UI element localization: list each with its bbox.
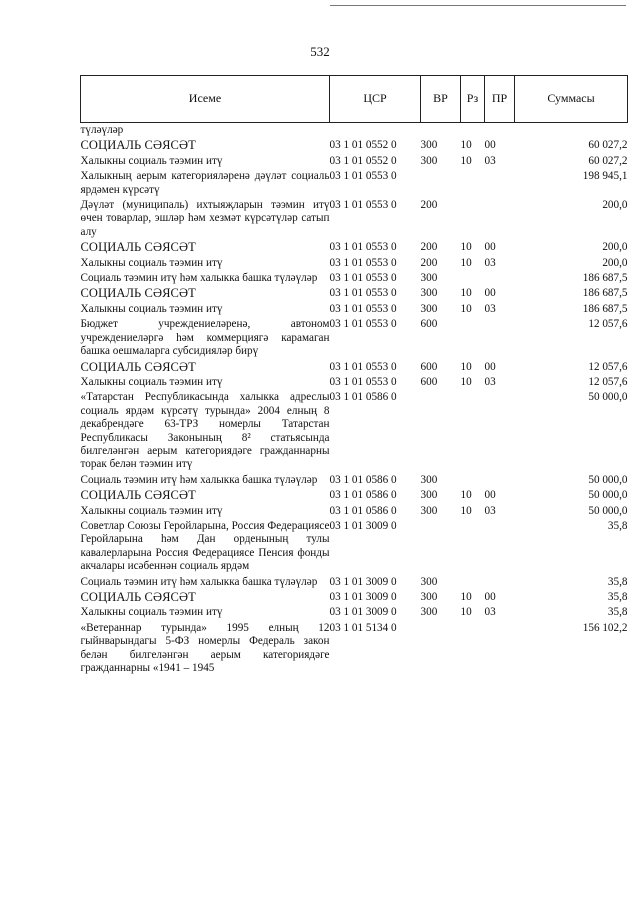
table-body bbox=[81, 123, 628, 677]
cell-vr: 600 bbox=[420, 318, 438, 331]
cell-name: Халыкны социаль тәэмин итү bbox=[80, 154, 223, 167]
cell-pr: 03 bbox=[484, 154, 496, 167]
cell-csr: 03 1 01 0553 0 bbox=[329, 241, 397, 254]
cell-name: СОЦИАЛЬ СӘЯСӘТ bbox=[80, 359, 196, 374]
cell-sum: 50 000,0 bbox=[588, 504, 628, 517]
cell-csr: 03 1 01 0552 0 bbox=[329, 139, 397, 152]
top-rule bbox=[330, 5, 626, 6]
cell-name: СОЦИАЛЬ СӘЯСӘТ bbox=[80, 286, 196, 301]
cell-pr bbox=[485, 317, 515, 359]
cell-pr: 00 bbox=[484, 287, 496, 300]
cell-rz: 10 bbox=[460, 489, 472, 502]
budget-table bbox=[80, 75, 628, 676]
cell-pr bbox=[485, 390, 515, 472]
cell-csr: 03 1 01 3009 0 bbox=[329, 591, 397, 603]
cell-rz: 10 bbox=[460, 591, 472, 603]
cell-vr: 300 bbox=[420, 473, 438, 486]
cell-rz: 10 bbox=[460, 154, 472, 167]
cell-pr: 00 bbox=[484, 360, 496, 373]
cell-name: Социаль тәэмин итү һәм халыкка башка түләүләр bbox=[80, 272, 318, 285]
cell-vr: 300 bbox=[420, 489, 438, 502]
cell-csr: 03 1 01 0553 0 bbox=[329, 302, 397, 315]
cell-name: «Татарстан Республикасында халыкка адреслы социаль ярдәм күрсәтү турында» 2004 елның 8 декабрендәге 63-ТРЗ номерлы Татарстан Республикасы Законының 8² статьясында билгеләнгән аерым категориядәге гражданнарны торак белән тәэмин итү bbox=[80, 391, 330, 471]
cell-csr: 03 1 01 0552 0 bbox=[329, 154, 397, 167]
cell-sum: 198 945,1 bbox=[582, 170, 628, 183]
cell-pr bbox=[485, 519, 515, 575]
cell-vr bbox=[421, 621, 461, 677]
cell-sum: 50 000,0 bbox=[588, 391, 628, 404]
cell-csr: 03 1 01 0553 0 bbox=[329, 287, 397, 300]
cell-name: Дәүләт (муниципаль) ихтыяҗларын тәэмин итү өчен товарлар, эшләр һәм хезмәт күрсәтүләр сатып алу bbox=[80, 199, 330, 238]
table-row bbox=[81, 360, 628, 375]
cell-pr: 03 bbox=[484, 606, 496, 619]
cell-vr: 300 bbox=[420, 591, 438, 603]
cell-sum: 12 057,6 bbox=[588, 318, 628, 331]
cell-name: «Ветераннар турында» 1995 елның 12 гыйнварындагы 5-ФЗ номерлы Федераль закон белән билгеләнгән аерым категориядәге гражданнарны «1941 – 1945 bbox=[80, 621, 330, 675]
cell-vr: 300 bbox=[420, 139, 438, 152]
cell-vr: 300 bbox=[420, 287, 438, 300]
cell-pr bbox=[485, 198, 515, 240]
cell-rz: 10 bbox=[460, 256, 472, 269]
cell-vr: 300 bbox=[420, 272, 438, 285]
cell-csr: 03 1 01 0586 0 bbox=[329, 504, 397, 517]
cell-csr: 03 1 01 0553 0 bbox=[329, 199, 397, 212]
cell-vr: 300 bbox=[420, 302, 438, 315]
table-row bbox=[81, 390, 628, 472]
table-row bbox=[81, 519, 628, 575]
table-row bbox=[81, 154, 628, 169]
cell-sum: 60 027,2 bbox=[588, 154, 628, 167]
header-vr: ВР bbox=[421, 76, 461, 123]
cell-rz: 10 bbox=[460, 375, 472, 388]
cell-name: Халыкны социаль тәэмин итү bbox=[80, 606, 223, 619]
cell-vr: 600 bbox=[420, 360, 438, 373]
cell-rz: 10 bbox=[460, 302, 472, 315]
cell-vr bbox=[421, 169, 461, 198]
cell-rz bbox=[461, 198, 485, 240]
cell-csr: 03 1 01 0586 0 bbox=[329, 391, 397, 404]
table-row bbox=[81, 169, 628, 198]
cell-rz: 10 bbox=[460, 504, 472, 517]
cell-csr: 03 1 01 0553 0 bbox=[329, 272, 397, 285]
cell-name: түләүләр bbox=[80, 124, 124, 136]
cell-csr: 03 1 01 0553 0 bbox=[329, 170, 397, 183]
cell-rz bbox=[461, 621, 485, 677]
cell-pr: 00 bbox=[484, 489, 496, 502]
cell-rz bbox=[461, 575, 485, 590]
table-row bbox=[81, 590, 628, 605]
cell-vr: 300 bbox=[420, 154, 438, 167]
cell-csr: 03 1 01 0553 0 bbox=[329, 256, 397, 269]
cell-rz bbox=[461, 169, 485, 198]
table-row bbox=[81, 123, 628, 139]
cell-pr bbox=[485, 621, 515, 677]
cell-csr: 03 1 01 0553 0 bbox=[329, 360, 397, 373]
header-sum: Суммасы bbox=[515, 76, 628, 123]
cell-sum: 35,8 bbox=[607, 591, 628, 603]
cell-name: СОЦИАЛЬ СӘЯСӘТ bbox=[80, 590, 196, 604]
cell-vr: 200 bbox=[420, 199, 438, 212]
cell-name: Халыкның аерым категорияләренә дәүләт социаль ярдәмен күрсәтү bbox=[80, 170, 330, 196]
cell-name: СОЦИАЛЬ СӘЯСӘТ bbox=[80, 240, 196, 255]
cell-csr: 03 1 01 0553 0 bbox=[329, 318, 397, 331]
cell-vr bbox=[421, 519, 461, 575]
cell-csr: 03 1 01 3009 0 bbox=[329, 575, 397, 588]
cell-pr bbox=[485, 473, 515, 488]
cell-name: СОЦИАЛЬ СӘЯСӘТ bbox=[80, 488, 196, 503]
cell-sum: 186 687,5 bbox=[582, 287, 628, 300]
table-row bbox=[81, 302, 628, 317]
page-number: 532 bbox=[310, 44, 330, 59]
cell-sum: 186 687,5 bbox=[582, 302, 628, 315]
cell-csr: 03 1 01 3009 0 bbox=[329, 519, 397, 532]
cell-sum: 156 102,2 bbox=[582, 621, 628, 634]
cell-rz bbox=[461, 473, 485, 488]
cell-pr: 00 bbox=[484, 241, 496, 254]
table-row bbox=[81, 488, 628, 503]
cell-sum: 12 057,6 bbox=[588, 375, 628, 388]
cell-rz: 10 bbox=[460, 360, 472, 373]
table-row bbox=[81, 271, 628, 286]
cell-vr: 300 bbox=[420, 606, 438, 619]
table-header bbox=[81, 76, 628, 123]
cell-pr bbox=[485, 169, 515, 198]
cell-pr bbox=[485, 123, 515, 139]
table-row bbox=[81, 504, 628, 519]
table-row bbox=[81, 198, 628, 240]
cell-sum: 12 057,6 bbox=[588, 360, 628, 373]
cell-name: СОЦИАЛЬ СӘЯСӘТ bbox=[80, 138, 196, 153]
cell-name: Халыкны социаль тәэмин итү bbox=[80, 256, 223, 269]
cell-sum: 35,8 bbox=[607, 606, 628, 619]
cell-csr: 03 1 01 3009 0 bbox=[329, 606, 397, 619]
cell-vr: 300 bbox=[420, 575, 438, 588]
header-rz: Рз bbox=[461, 76, 485, 123]
cell-name: Халыкны социаль тәэмин итү bbox=[80, 302, 223, 315]
cell-pr bbox=[485, 575, 515, 590]
cell-sum bbox=[515, 123, 628, 139]
cell-vr: 600 bbox=[420, 375, 438, 388]
cell-sum: 50 000,0 bbox=[588, 489, 628, 502]
table-row bbox=[81, 240, 628, 255]
table-row bbox=[81, 575, 628, 590]
cell-pr: 03 bbox=[484, 375, 496, 388]
cell-sum: 200,0 bbox=[602, 199, 628, 212]
cell-csr: 03 1 01 0586 0 bbox=[329, 489, 397, 502]
cell-name: Бюджет учреждениеләренә, автоном учреждениеләргә һәм коммерциягә карамаган башка оешмаларга субсидияләр бирү bbox=[80, 318, 330, 358]
cell-rz: 10 bbox=[460, 606, 472, 619]
cell-pr bbox=[485, 271, 515, 286]
cell-csr: 03 1 01 5134 0 bbox=[329, 621, 397, 634]
cell-sum: 200,0 bbox=[602, 241, 628, 254]
cell-vr: 200 bbox=[420, 241, 438, 254]
cell-rz: 10 bbox=[460, 287, 472, 300]
cell-pr: 03 bbox=[484, 504, 496, 517]
cell-rz bbox=[461, 317, 485, 359]
table-row bbox=[81, 138, 628, 153]
cell-rz bbox=[461, 123, 485, 139]
cell-pr: 00 bbox=[484, 139, 496, 152]
table-row bbox=[81, 621, 628, 677]
cell-rz bbox=[461, 390, 485, 472]
header-name: Исеме bbox=[81, 76, 330, 123]
cell-sum: 60 027,2 bbox=[588, 139, 628, 152]
cell-rz: 10 bbox=[460, 241, 472, 254]
cell-sum: 35,8 bbox=[607, 575, 628, 588]
table-row bbox=[81, 286, 628, 301]
table-row bbox=[81, 605, 628, 620]
cell-vr: 200 bbox=[420, 256, 438, 269]
cell-name: Социаль тәэмин итү һәм халыкка башка түләүләр bbox=[80, 575, 318, 588]
table-row bbox=[81, 473, 628, 488]
cell-vr: 300 bbox=[420, 504, 438, 517]
table-row bbox=[81, 256, 628, 271]
header-pr: ПР bbox=[485, 76, 515, 123]
cell-sum: 200,0 bbox=[602, 256, 628, 269]
cell-csr bbox=[330, 123, 421, 139]
cell-pr: 03 bbox=[484, 256, 496, 269]
cell-name: Советлар Союзы Геройларына, Россия Федерациясе Геройларына һәм Дан орденының тулы кавалерларына Россия Федерациясе Пенсия фонды акчалары исәбеннән социаль ярдәм bbox=[80, 519, 330, 573]
cell-pr: 03 bbox=[484, 302, 496, 315]
cell-name: Халыкны социаль тәэмин итү bbox=[80, 375, 223, 388]
cell-sum: 50 000,0 bbox=[588, 473, 628, 486]
cell-csr: 03 1 01 0586 0 bbox=[329, 473, 397, 486]
cell-vr bbox=[421, 390, 461, 472]
cell-rz bbox=[461, 271, 485, 286]
cell-rz: 10 bbox=[460, 139, 472, 152]
header-csr: ЦСР bbox=[330, 76, 421, 123]
cell-csr: 03 1 01 0553 0 bbox=[329, 375, 397, 388]
cell-vr bbox=[421, 123, 461, 139]
cell-rz bbox=[461, 519, 485, 575]
table-row bbox=[81, 375, 628, 390]
cell-name: Социаль тәэмин итү һәм халыкка башка түләүләр bbox=[80, 473, 318, 486]
cell-pr: 00 bbox=[484, 591, 496, 603]
cell-sum: 35,8 bbox=[607, 519, 628, 532]
cell-sum: 186 687,5 bbox=[582, 272, 628, 285]
cell-name: Халыкны социаль тәэмин итү bbox=[80, 504, 223, 517]
table-row bbox=[81, 317, 628, 359]
